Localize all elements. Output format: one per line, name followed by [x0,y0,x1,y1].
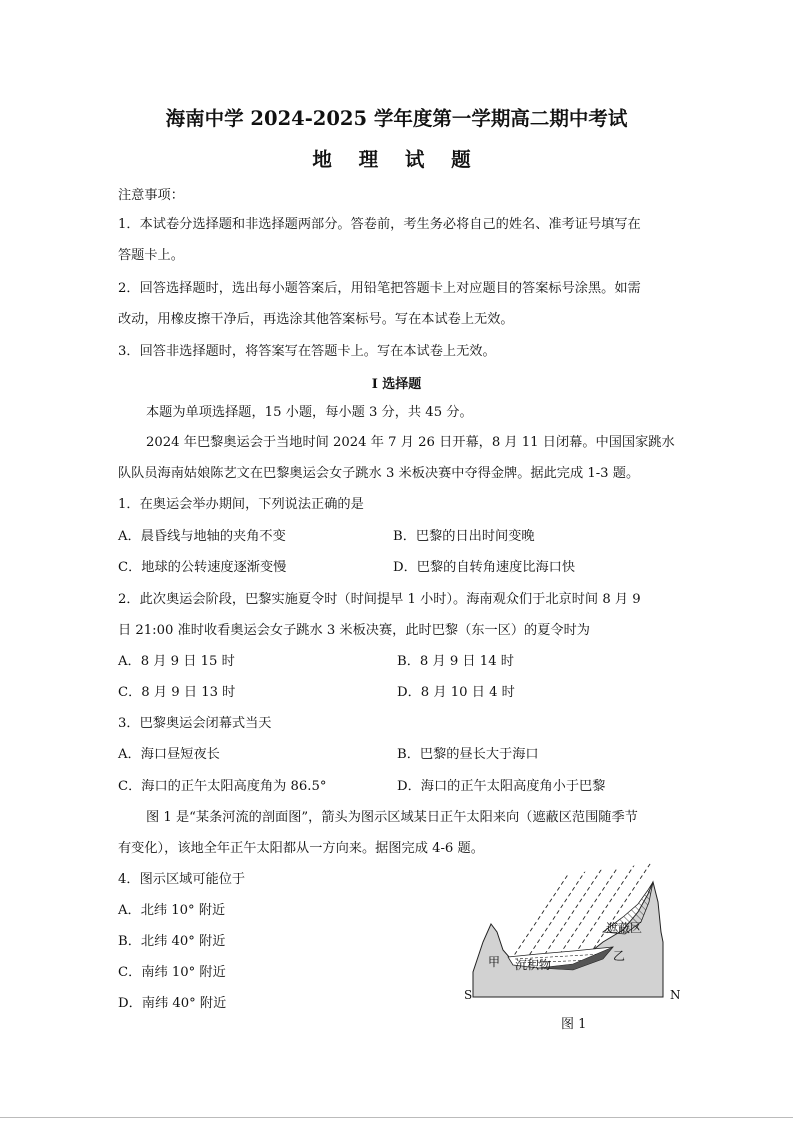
exam-title: 海南中学 2024-2025 学年度第一学期高二期中考试 [165,107,628,130]
question-4-option-b: B．北纬 40° 附近 [118,934,226,949]
intro-line: 队队员海南姑娘陈艺文在巴黎奥运会女子跳水 3 米板决赛中夺得金牌。据此完成 1-3 题。 [118,466,640,481]
figure-caption: 图 1 [561,1017,587,1032]
question-2-option-d: D．8 月 10 日 4 时 [397,685,515,700]
sediment-label: 沉积物 [515,958,552,972]
question-3-option-c: C．海口的正午太阳高度角为 86.5° [118,779,327,794]
question-2-option-a: A．8 月 9 日 15 时 [118,654,235,669]
question-1-stem: 1．在奥运会举办期间，下列说法正确的是 [118,497,364,512]
shadow-zone-label: 遮蔽区 [606,921,643,935]
label-jia: 甲 [488,955,501,969]
label-yi: 乙 [613,949,626,963]
question-3-option-a: A．海口昼短夜长 [118,747,220,762]
label-south: S [464,988,473,1002]
question-2-stem: 日 21:00 准时收看奥运会女子跳水 3 米板决赛，此时巴黎（东一区）的夏令时为 [118,623,590,638]
terrain [473,882,663,997]
intro-line: 有变化），该地全年正午太阳都从一方向来。据图完成 4-6 题。 [118,841,484,856]
note-line: 3．回答非选择题时，将答案写在答题卡上。写在本试卷上无效。 [118,344,496,359]
section-instructions: 本题为单项选择题，15 小题，每小题 3 分，共 45 分。 [146,405,473,420]
notes-heading: 注意事项： [118,188,184,203]
question-3-option-b: B．巴黎的昼长大于海口 [397,747,539,762]
question-4-option-a: A．北纬 10° 附近 [118,903,226,918]
question-1-option-c: C．地球的公转速度逐渐变慢 [118,560,287,575]
section-heading: I 选择题 [371,377,422,392]
question-4-stem: 4．图示区域可能位于 [118,872,246,887]
subject-title: 地 理 试 题 [312,148,481,171]
note-line: 答题卡上。 [118,248,184,263]
page-bottom-rule [0,1117,793,1118]
note-line: 改动，用橡皮擦干净后，再选涂其他答案标号。写在本试卷上无效。 [118,312,514,327]
question-1-option-d: D．巴黎的自转角速度比海口快 [393,560,576,575]
question-1-option-a: A．晨昏线与地轴的夹角不变 [118,529,286,544]
question-2-option-c: C．8 月 9 日 13 时 [118,685,236,700]
question-3-option-d: D．海口的正午太阳高度角小于巴黎 [397,779,606,794]
question-2-stem: 2．此次奥运会阶段，巴黎实施夏令时（时间提早 1 小时）。海南观众们于北京时间 8 月 9 [118,592,641,607]
question-4-option-d: D．南纬 40° 附近 [118,996,227,1011]
note-line: 1．本试卷分选择题和非选择题两部分。答卷前，考生务必将自己的姓名、准考证号填写在 [118,217,641,232]
question-4-option-c: C．南纬 10° 附近 [118,965,226,980]
question-2-option-b: B．8 月 9 日 14 时 [397,654,514,669]
note-line: 2．回答选择题时，选出每小题答案后，用铅笔把答题卡上对应题目的答案标号涂黑。如需 [118,281,641,296]
intro-line: 图 1 是“某条河流的剖面图”，箭头为图示区域某日正午太阳来向（遮蔽区范围随季节 [146,810,638,825]
question-1-option-b: B．巴黎的日出时间变晚 [393,529,535,544]
intro-line: 2024 年巴黎奥运会于当地时间 2024 年 7 月 26 日开幕，8 月 11 日闭幕。中国国家跳水 [146,435,675,450]
label-north: N [670,988,681,1002]
question-3-stem: 3．巴黎奥运会闭幕式当天 [118,716,272,731]
